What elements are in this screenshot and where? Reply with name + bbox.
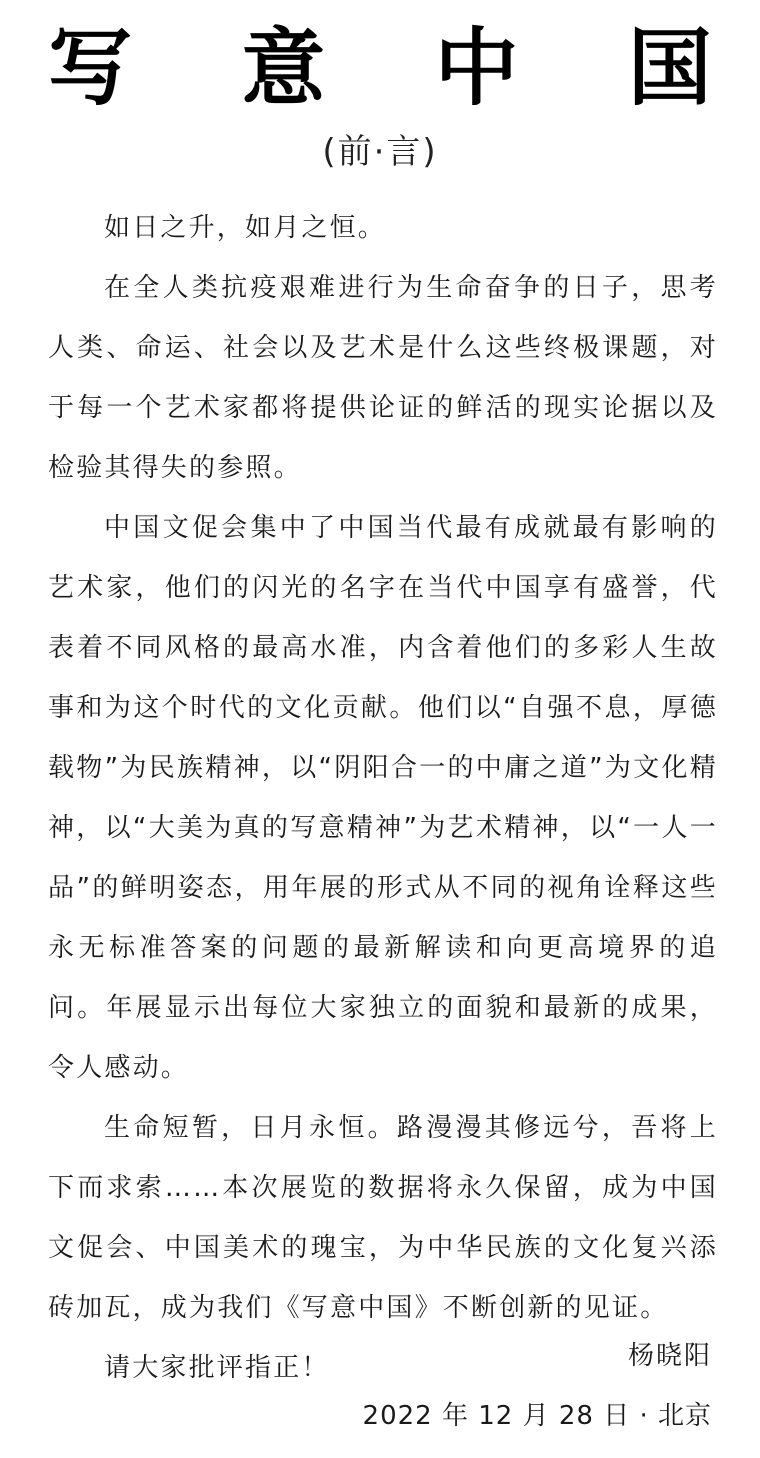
document-subtitle: (前·言) (322, 132, 438, 172)
document-body (48, 198, 718, 1398)
paragraph-artists: 中国文促会集中了中国当代最有成就最有影响的艺术家，他们的闪光的名字在当代中国享有盛誉，代表着不同风格的最高水准，内含着他们的多彩人生故事和为这个时代的文化贡献。他们以“自强不息，厚德载物”为民族精神，以“阴阳合一的中庸之道”为文化精神，以“大美为真的写意精神”为艺术精神，以“一人一品”的鲜明姿态，用年展的形式从不同的视角诠释这些永无标准答案的问题的最新解读和向更高境界的追问。年展显示出每位大家独立的面貌和最新的成果，令人感动。 (48, 513, 718, 1083)
paragraph-closing: 生命短暂，日月永恒。路漫漫其修远兮，吾将上下而求索……本次展览的数据将永久保留，成为中国文促会、中国美术的瑰宝，为中华民族的文化复兴添砖加瓦，成为我们《写意中国》不断创新的见证。 (48, 1113, 718, 1323)
author-signature: 杨晓阳 (627, 1341, 712, 1371)
date-location: 2022 年 12 月 28 日 · 北京 (362, 1401, 712, 1431)
paragraph-request: 请大家批评指正！ (104, 1353, 330, 1383)
paragraph-opening: 如日之升，如月之恒。 (104, 213, 387, 243)
document-title: 写 意 中 国 (48, 19, 752, 117)
paragraph-pandemic: 在全人类抗疫艰难进行为生命奋争的日子，思考人类、命运、社会以及艺术是什么这些终极课题，对于每一个艺术家都将提供论证的鲜活的现实论据以及检验其得失的参照。 (48, 273, 718, 483)
